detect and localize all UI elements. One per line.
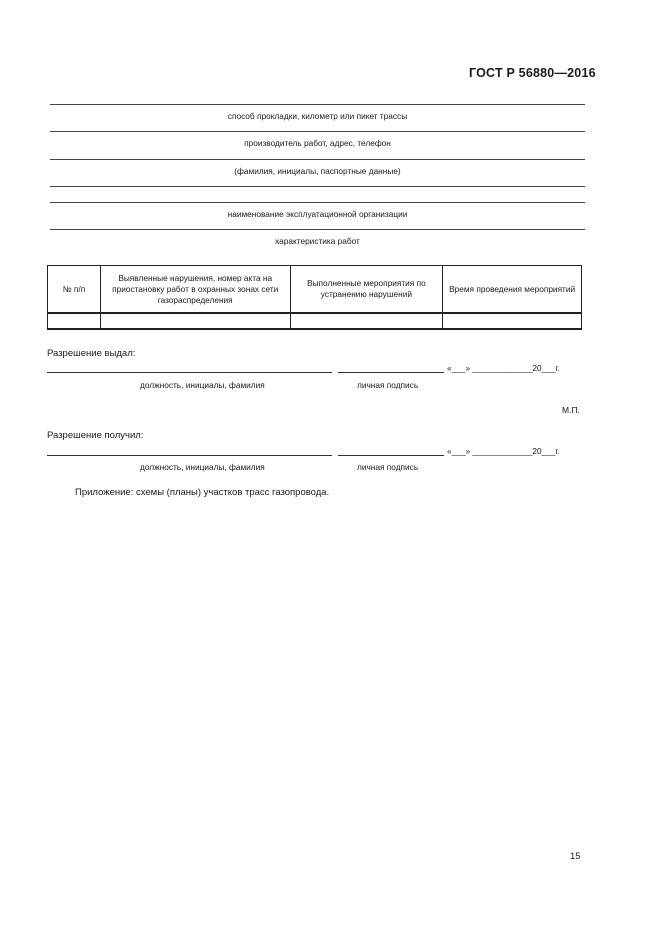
annex-note: Приложение: схемы (планы) участков трасс газопровода. [75,487,330,498]
table-cell[interactable] [290,313,443,329]
received-label: Разрешение получил: [47,430,144,441]
received-position-line[interactable] [47,455,332,456]
stamp-place: М.П. [562,405,580,415]
table-row [48,313,582,329]
caption-route: способ прокладки, километр или пикет трассы [227,111,408,121]
caption-person: (фамилия, инициалы, паспортные данные) [234,166,401,176]
blank-line-person[interactable] [50,159,585,160]
table-header-row [48,266,582,314]
issued-position-caption: должность, инициалы, фамилия [140,380,265,390]
received-date[interactable]: «___» _____________20___г. [447,446,560,456]
table-cell[interactable] [100,313,290,329]
standard-code: ГОСТ Р 56880—2016 [469,66,596,80]
received-signature-line[interactable] [338,455,444,456]
issued-position-line[interactable] [47,372,332,373]
issued-label: Разрешение выдал: [47,348,136,359]
issued-signature-caption: личная подпись [357,380,419,390]
received-signature-caption: личная подпись [357,462,419,472]
blank-line-work[interactable] [50,229,585,230]
blank-line-extra-1[interactable] [50,186,585,187]
blank-line-organization[interactable] [50,202,585,203]
column-header-measures: Выполненные мероприятия по устранению нарушений [290,266,443,314]
caption-contractor: производитель работ, адрес, телефон [244,138,391,148]
blank-line-contractor[interactable] [50,131,585,132]
column-header-time: Время проведения мероприятий [443,266,582,314]
column-header-number: № п/п [48,266,101,314]
column-header-violations: Выявленные нарушения, номер акта на приостановку работ в охранных зонах сети газораспределения [100,266,290,314]
violations-table [47,265,582,330]
received-position-caption: должность, инициалы, фамилия [140,462,265,472]
blank-line-route[interactable] [50,104,585,105]
issued-signature-line[interactable] [338,372,444,373]
page-number: 15 [570,851,581,862]
caption-work: характеристика работ [275,236,360,246]
caption-organization: наименование эксплуатационной организации [227,209,408,219]
table-cell[interactable] [48,313,101,329]
table-cell[interactable] [443,313,582,329]
issued-date[interactable]: «___» _____________20___г. [447,363,560,373]
